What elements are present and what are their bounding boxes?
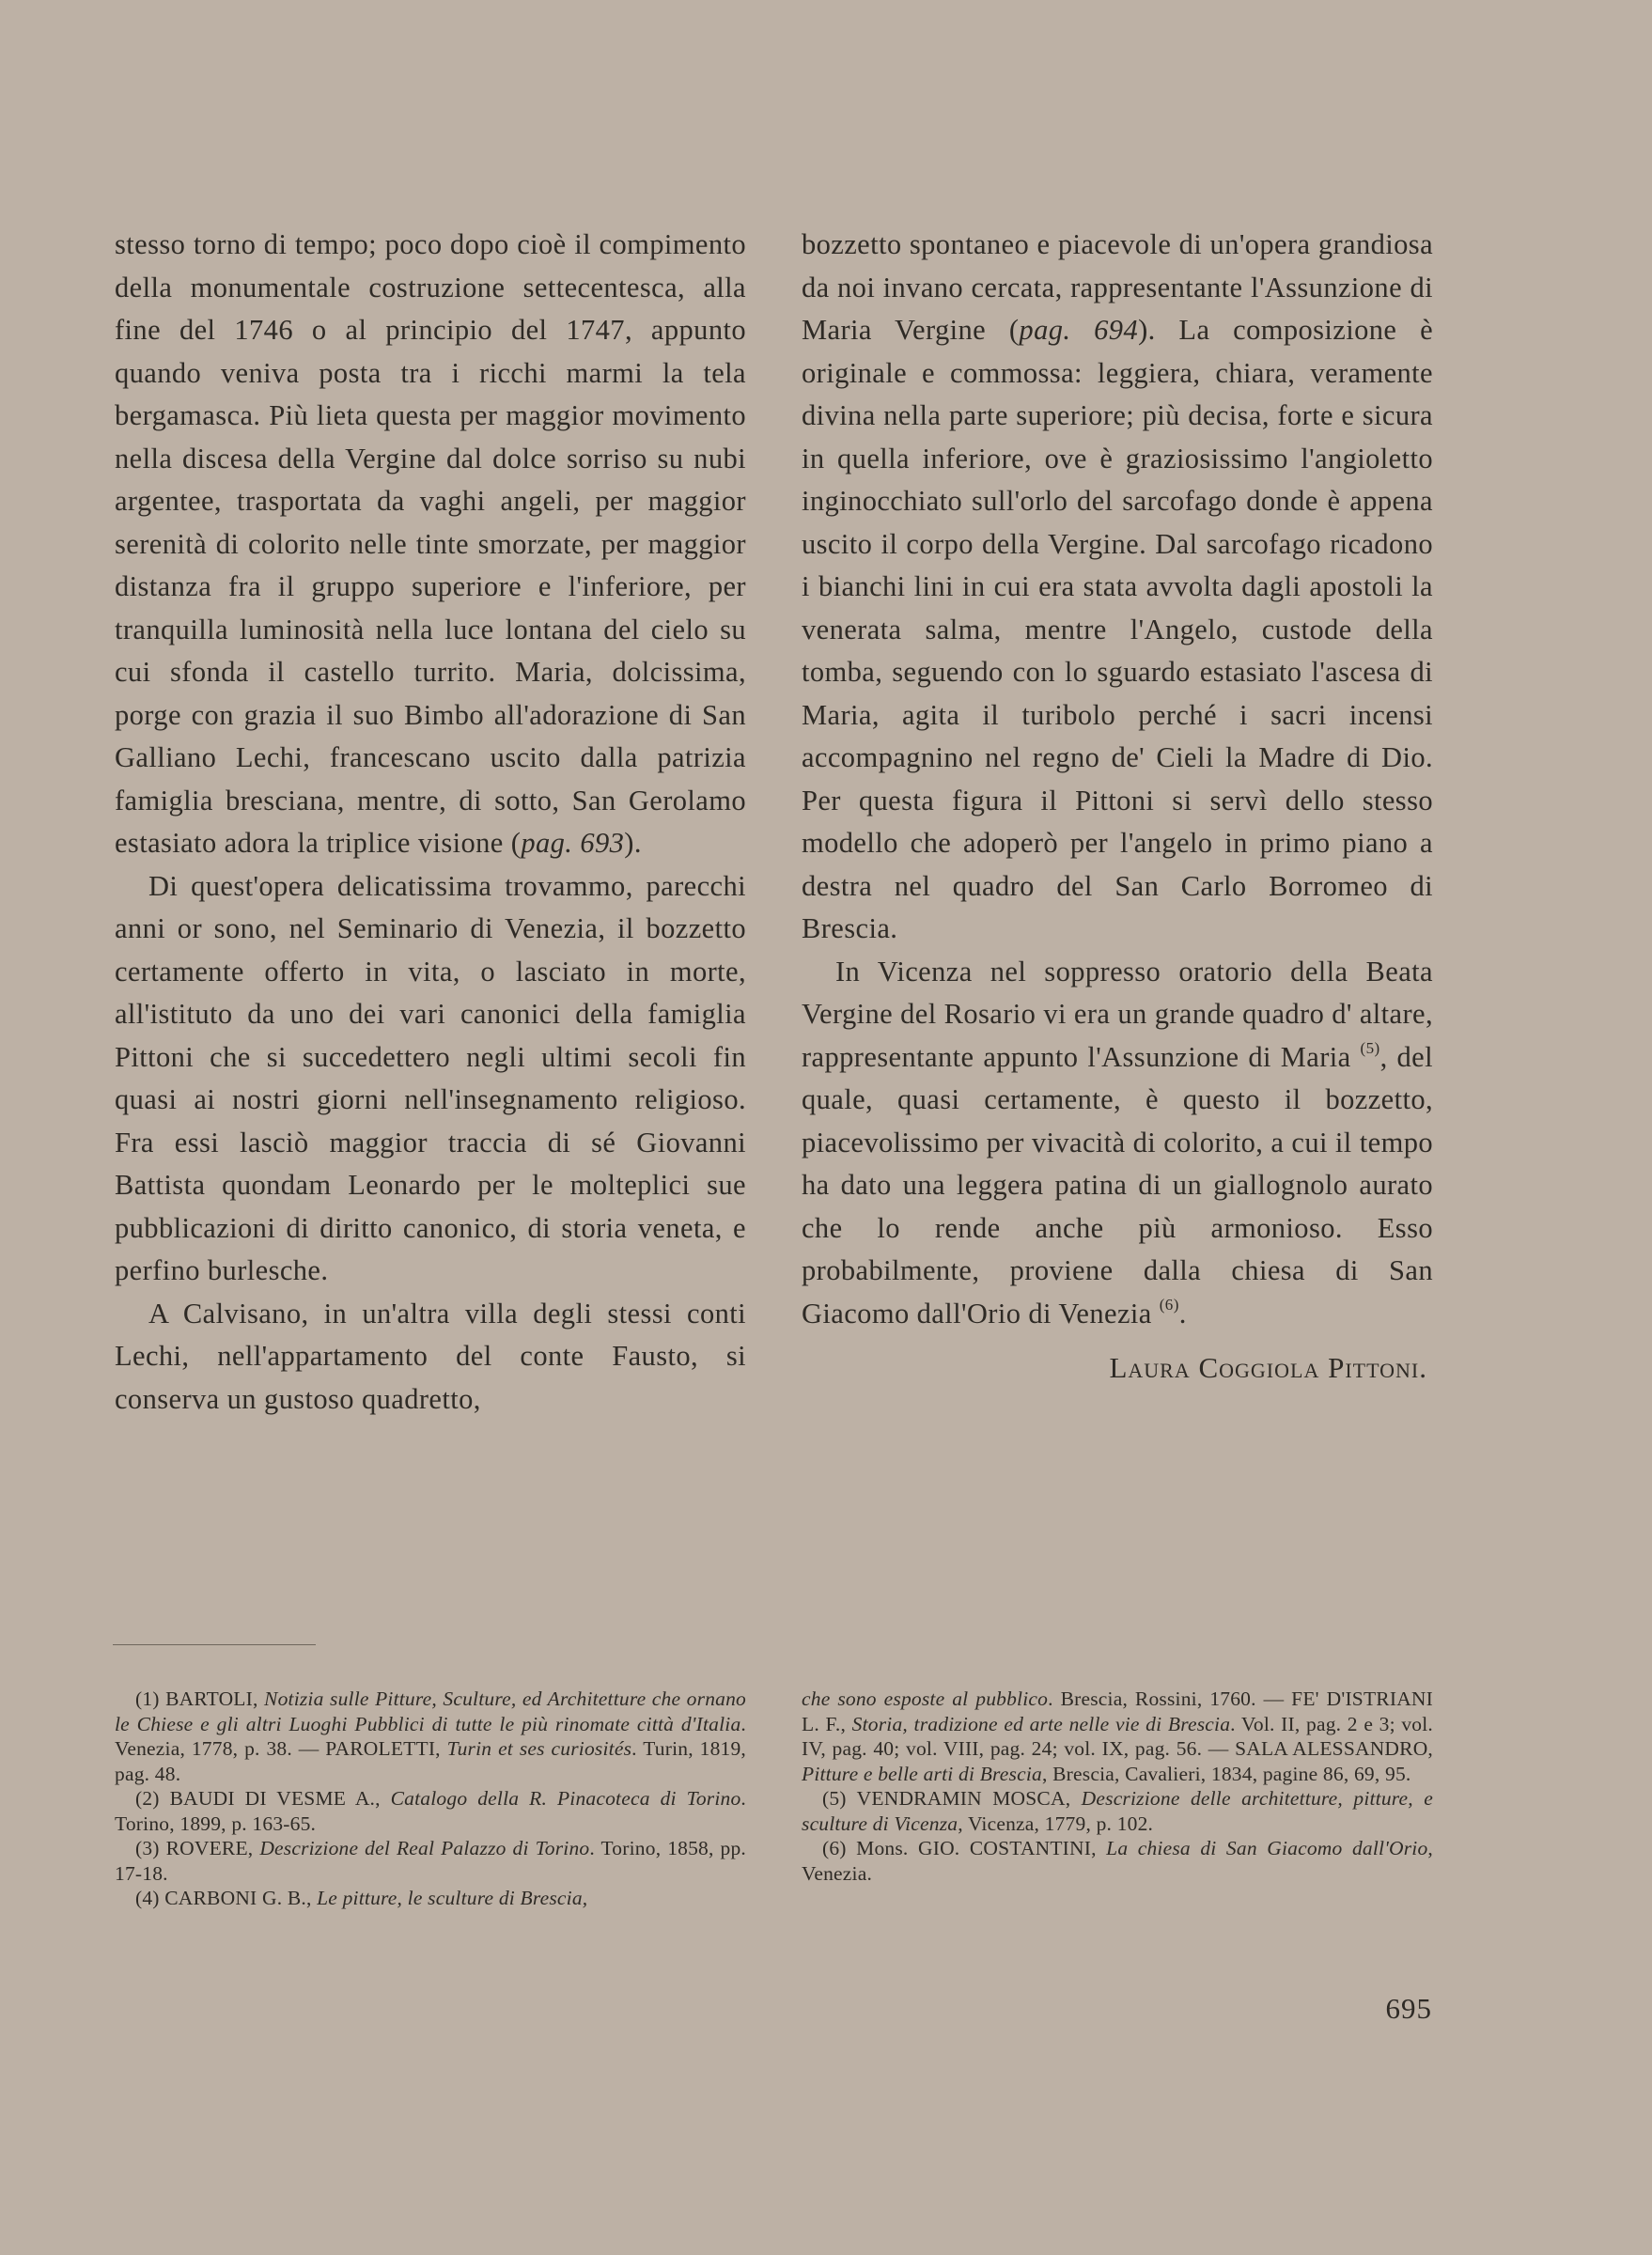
paragraph: stesso torno di tempo; poco dopo cioè il compimento della monumentale costruzione settecentesca, alla fine del 1746 o al principio del 1747, appunto quando veniva posta tra i ricchi marmi la tela bergamasca. Più lieta questa per maggior movimento nella discesa della Vergine dal dolce sorriso su nubi argentee, trasportata da vaghi angeli, per maggior serenità di colorito nelle tinte smorzate, per maggior distanza fra il gruppo superiore e l'inferiore, per tranquilla luminosità nella luce lontana del cielo su cui sfonda il castello turrito. Maria, dolcissima, porge con grazia il suo Bimbo all'adorazione di San Galliano Lechi, francescano uscito dalla patrizia famiglia bresciana, mentre, di sotto, San Gerolamo estasiato adora la triplice visione (pag. 693). (115, 228, 746, 859)
page-reference: pag. 693 (521, 827, 625, 859)
footnote-continuation: che sono esposte al pubblico. Brescia, Rossini, 1760. — FE' D'ISTRIANI L. F., Storia, tradizione ed arte nelle vie di Brescia. Vol. II, pag. 2 e 3; vol. IV, pag. 40; vol. VIII, pag. 24; vol. IX, pag. 56. — SALA ALESSANDRO, Pitture e belle arti di Brescia, Brescia, Cavalieri, 1834, pagine 86, 69, 95. (802, 1687, 1434, 1785)
author-signature: Laura Coggiola Pittoni. (1109, 1351, 1427, 1384)
paragraph: Di quest'opera delicatissima trovammo, parecchi anni or sono, nel Seminario di Venezia, il bozzetto certamente offerto in vita, o lasciato in morte, all'istituto da uno dei vari canonici della famiglia Pittoni che si succedettero negli ultimi secoli fin quasi ai nostri giorni nell'insegnamento religioso. Fra essi lasciò maggior traccia di sé Giovanni Battista quondam Leonardo per le molteplici sue pubblicazioni di diritto canonico, di storia veneta, e perfino burlesche. (115, 869, 746, 1286)
footnote: (2) BAUDI DI VESME A., Catalogo della R. Pinacoteca di Torino. Torino, 1899, p. 163-65. (115, 1787, 746, 1835)
footnotes-right (802, 1687, 1433, 1886)
left-text-column (115, 224, 746, 1421)
footnote: (3) ROVERE, Descrizione del Real Palazzo di Torino. Torino, 1858, pp. 17-18. (115, 1837, 746, 1885)
page-reference: pag. 694 (1019, 314, 1139, 346)
footnotes-left (115, 1687, 746, 1911)
footnote-marker: (6) (1159, 1295, 1179, 1314)
footnote: (1) BARTOLI, Notizia sulle Pitture, Sculture, ed Architetture che ornano le Chiese e gli altri Luoghi Pubblici di tutte le più rinomate città d'Italia. Venezia, 1778, p. 38. — PAROLETTI, Turin et ses curiosités. Turin, 1819, pag. 48. (115, 1687, 746, 1785)
footnote-marker: (5) (1360, 1038, 1380, 1057)
paragraph: bozzetto spontaneo e piacevole di un'opera grandiosa da noi invano cercata, rappresentante l'Assunzione di Maria Vergine (pag. 694). La composizione è originale e commossa: leggiera, chiara, veramente divina nella parte superiore; più decisa, forte e sicura in quella inferiore, ove è graziosissimo l'angioletto inginocchiato sull'orlo del sarcofago donde è appena uscito il corpo della Vergine. Dal sarcofago ricadono i bianchi lini in cui era stata avvolta dagli apostoli la venerata salma, mentre l'Angelo, custode della tomba, seguendo con lo sguardo estasiato l'ascesa di Maria, agita il turibolo perché i sacri incensi accompagnino nel regno de' Cieli la Madre di Dio. Per questa figura il Pittoni si servì dello stesso modello che adoperò per l'angelo in primo piano a destra nel quadro del San Carlo Borromeo di Brescia. (802, 228, 1434, 944)
footnote: (4) CARBONI G. B., Le pitture, le sculture di Brescia, (135, 1887, 588, 1909)
right-text-column (802, 224, 1433, 1390)
footnote-divider (113, 1644, 316, 1645)
footnote: (6) Mons. GIO. COSTANTINI, La chiesa di San Giacomo dall'Orio, Venezia. (802, 1837, 1433, 1885)
paragraph: In Vicenza nel soppresso oratorio della Beata Vergine del Rosario vi era un grande quadro d' altare, rappresentante appunto l'Assunzione di Maria $^{(5)}$, del quale, quasi certamente, è questo il bozzetto, piacevolissimo per vivacità di colorito, a cui il tempo ha dato una leggera patina di un giallognolo aurato che lo rende anche più armonioso. Esso probabilmente, proviene dalla chiesa di San Giacomo dall'Orio di Venezia $^{(6)}$. (802, 955, 1433, 1330)
page-number: 695 (1385, 1992, 1432, 2025)
footnote: (5) VENDRAMIN MOSCA, Descrizione delle architetture, pitture, e sculture di Vicenza, Vicenza, 1779, p. 102. (802, 1787, 1433, 1835)
paragraph: A Calvisano, in un'altra villa degli stessi conti Lechi, nell'appartamento del conte Fausto, si conserva un gustoso quadretto, (115, 1297, 746, 1415)
